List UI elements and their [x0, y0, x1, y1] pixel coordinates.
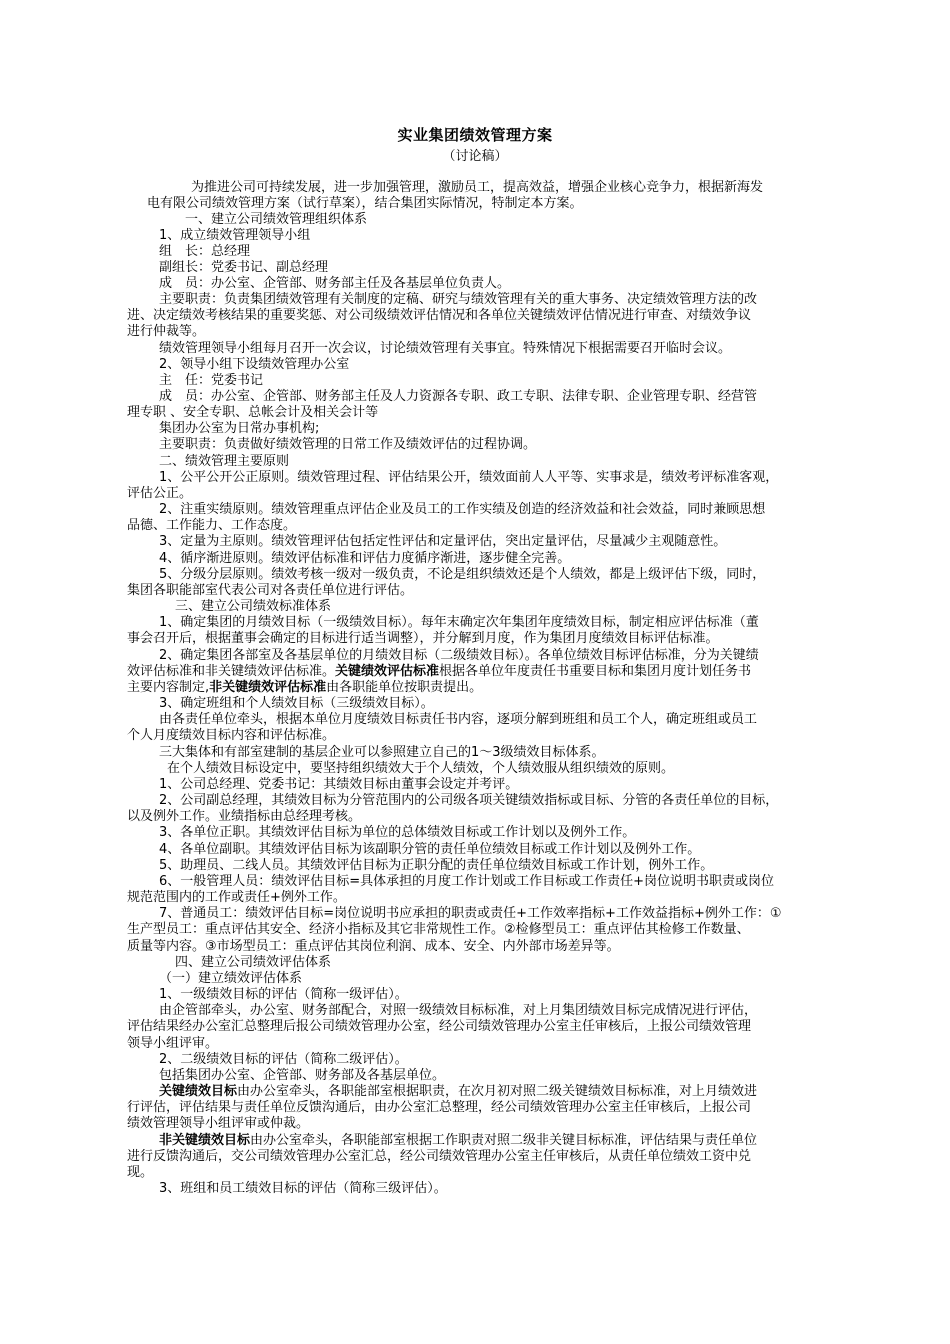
paragraph: 1、确定集团的月绩效目标（一级绩效目标）。每年末确定次年集团年度绩效目标，制定相应评估标准（董: [159, 615, 759, 630]
paragraph: 现。: [127, 1165, 154, 1180]
paragraph: 1、公平公开公正原则。绩效管理过程、评估结果公开，绩效面前人人平等、实事求是，绩效考评标准客观，: [159, 470, 779, 485]
section-heading: 二、绩效管理主要原则: [159, 454, 290, 469]
paragraph: 主要职责：负责做好绩效管理的日常工作及绩效评估的过程协调。: [159, 437, 537, 452]
text-run: 由各职能单位按职责提出。: [326, 680, 483, 695]
document-title: 实业集团绩效管理方案: [397, 126, 553, 144]
paragraph: [159, 1133, 757, 1149]
paragraph: 副组长：党委书记、副总经理: [159, 260, 329, 275]
text-run: 由办公室牵头，各职能部室根据工作职责对照二级非关键目标标准，评估结果与责任单位: [250, 1133, 758, 1148]
section-heading: 四、建立公司绩效评估体系: [175, 955, 332, 970]
paragraph: [159, 1084, 757, 1100]
section-heading: 三、建立公司绩效标准体系: [175, 599, 332, 614]
text-run: 由办公室牵头，各职能部室根据职责，在次月初对照二级关键绩效目标标准，对上月绩效进: [237, 1084, 758, 1099]
text-run: 效评估标准和非关键绩效评估标准。: [127, 664, 336, 679]
paragraph: 三大集体和有部室建制的基层企业可以参照建立自己的1～3级绩效目标体系。: [159, 745, 605, 760]
paragraph: 3、各单位正职。其绩效评估目标为单位的总体绩效目标或工作计划以及例外工作。: [159, 825, 636, 840]
paragraph: 成 员：办公室、企管部、财务部主任及各基层单位负责人。: [159, 276, 511, 291]
paragraph: 成 员：办公室、企管部、财务部主任及人力资源各专职、政工专职、法律专职、企业管理专职、经营管: [159, 389, 758, 404]
paragraph: [127, 664, 751, 680]
document-subtitle: （讨论稿）: [442, 149, 508, 164]
paragraph: 绩效管理领导小组每月召开一次会议，讨论绩效管理有关事宜。特殊情况下根据需要召开临时会议。: [159, 341, 732, 356]
text-run: 根据各单位年度责任书重要目标和集团月度计划任务书: [439, 664, 752, 679]
paragraph: 6、一般管理人员：绩效评估目标=具体承担的月度工作计划或工作目标或工作责任+岗位说明书职责或岗位: [159, 874, 775, 889]
paragraph: 品德、工作能力、工作态度。: [127, 518, 297, 533]
paragraph: 5、助理员、二线人员。其绩效评估目标为正职分配的责任单位绩效目标或工作计划，例外工作。: [159, 858, 714, 873]
intro-line: 电有限公司绩效管理方案（试行草案），结合集团实际情况，特制定本方案。: [147, 196, 583, 211]
paragraph: 由企管部牵头，办公室、财务部配合，对照一级绩效目标标准，对上月集团绩效目标完成情况进行评估，: [159, 1003, 758, 1018]
paragraph: 行评估，评估结果与责任单位反馈沟通后，由办公室汇总整理，经公司绩效管理办公室主任审核后，上报公司: [127, 1100, 752, 1115]
paragraph: 集团各职能部室代表公司对各责任单位进行评估。: [127, 583, 414, 598]
paragraph: 1、成立绩效管理领导小组: [159, 228, 311, 243]
paragraph: 理专职 、安全专职、总帐会计及相关会计等: [127, 405, 379, 420]
paragraph: 5、分级分层原则。绩效考核一级对一级负责，不论是组织绩效还是个人绩效，都是上级评估下级，同时，: [159, 567, 766, 582]
paragraph: 进、决定绩效考核结果的重要奖惩、对公司级绩效评估情况和各单位关键绩效评估情况进行审查、对绩效争议: [127, 308, 752, 323]
bold-term: 非关键绩效评估标准: [209, 680, 327, 695]
paragraph: 事会召开后，根据董事会确定的目标进行适当调整），并分解到月度，作为集团月度绩效目标评估标准。: [127, 631, 719, 646]
paragraph: 3、确定班组和个人绩效目标（三级绩效目标）。: [159, 696, 434, 711]
paragraph: 组 长：总经理: [159, 244, 251, 259]
paragraph: 1、一级绩效目标的评估（简称一级评估）。: [159, 987, 408, 1002]
paragraph: 领导小组评审。: [127, 1036, 219, 1051]
paragraph: （一）建立绩效评估体系: [159, 971, 303, 986]
paragraph: [127, 680, 482, 696]
paragraph: 3、定量为主原则。绩效管理评估包括定性评估和定量评估，突出定量评估，尽量减少主观随意性。: [159, 534, 727, 549]
paragraph: 主 任：党委书记: [159, 373, 264, 388]
paragraph: 生产型员工：重点评估其安全、经济小指标及其它非常规性工作。②检修型员工：重点评估其检修工作数量、: [127, 922, 750, 937]
paragraph: 在个人绩效目标设定中，要坚持组织绩效大于个人绩效，个人绩效服从组织绩效的原则。: [167, 761, 675, 776]
paragraph: 4、循序渐进原则。绩效评估标准和评估力度循序渐进，逐步健全完善。: [159, 551, 571, 566]
paragraph: 评估公正。: [127, 486, 193, 501]
bold-term: 关键绩效目标: [159, 1084, 238, 1099]
paragraph: 由各责任单位牵头，根据本单位月度绩效目标责任书内容，逐项分解到班组和员工个人，确定班组或员工: [159, 712, 758, 727]
paragraph: 包括集团办公室、企管部、财务部及各基层单位。: [159, 1068, 446, 1083]
paragraph: 7、普通员工：绩效评估目标=岗位说明书应承担的职责或责任+工作效率指标+工作效益指标+例外工作：①: [159, 906, 782, 921]
paragraph: 主要职责：负责集团绩效管理有关制度的定稿、研究与绩效管理有关的重大事务、决定绩效管理方法的改: [159, 292, 758, 307]
paragraph: 以及例外工作。业绩指标由总经理考核。: [127, 809, 362, 824]
intro-line: 为推进公司可持续发展，进一步加强管理，激励员工，提高效益，增强企业核心竞争力，根据新海发: [191, 180, 764, 195]
bold-term: 关键绩效评估标准: [335, 664, 440, 679]
paragraph: 2、公司副总经理，其绩效目标为分管范围内的公司级各项关键绩效指标或目标、分管的各责任单位的目标，: [159, 793, 779, 808]
section-heading: 一、建立公司绩效管理组织体系: [185, 212, 368, 227]
paragraph: 进行仲裁等。: [127, 324, 206, 339]
paragraph: 1、公司总经理、党委书记：其绩效目标由董事会设定并考评。: [159, 777, 519, 792]
paragraph: 3、班组和员工绩效目标的评估（简称三级评估）。: [159, 1181, 447, 1196]
bold-term: 非关键绩效目标: [159, 1133, 251, 1148]
paragraph: 2、领导小组下设绩效管理办公室: [159, 357, 350, 372]
paragraph: 2、确定集团各部室及各基层单位的月绩效目标（二级绩效目标）。各单位绩效目标评估标准，分为关键绩: [159, 648, 759, 663]
paragraph: 绩效管理领导小组评审或仲裁。: [127, 1116, 310, 1131]
paragraph: 评估结果经办公室汇总整理后报公司绩效管理办公室，经公司绩效管理办公室主任审核后，上报公司绩效管理: [127, 1019, 752, 1034]
paragraph: 集团办公室为日常办事机构;: [159, 421, 320, 436]
paragraph: 个人月度绩效目标内容和评估标准。: [127, 728, 336, 743]
paragraph: 4、各单位副职。其绩效评估目标为该副职分管的责任单位绩效目标或工作计划以及例外工作。: [159, 842, 701, 857]
paragraph: 2、注重实绩原则。绩效管理重点评估企业及员工的工作实绩及创造的经济效益和社会效益，同时兼顾思想: [159, 502, 766, 517]
paragraph: 规范范围内的工作或责任+例外工作。: [127, 890, 346, 905]
text-run: 主要内容制定,: [127, 680, 210, 695]
paragraph: 2、二级绩效目标的评估（简称二级评估）。: [159, 1052, 408, 1067]
paragraph: 质量等内容。③市场型员工：重点评估其岗位利润、成本、安全、内外部市场差异等。: [127, 939, 620, 954]
paragraph: 进行反馈沟通后，交公司绩效管理办公室汇总，经公司绩效管理办公室主任审核后，从责任单位绩效工资中兑: [127, 1149, 752, 1164]
